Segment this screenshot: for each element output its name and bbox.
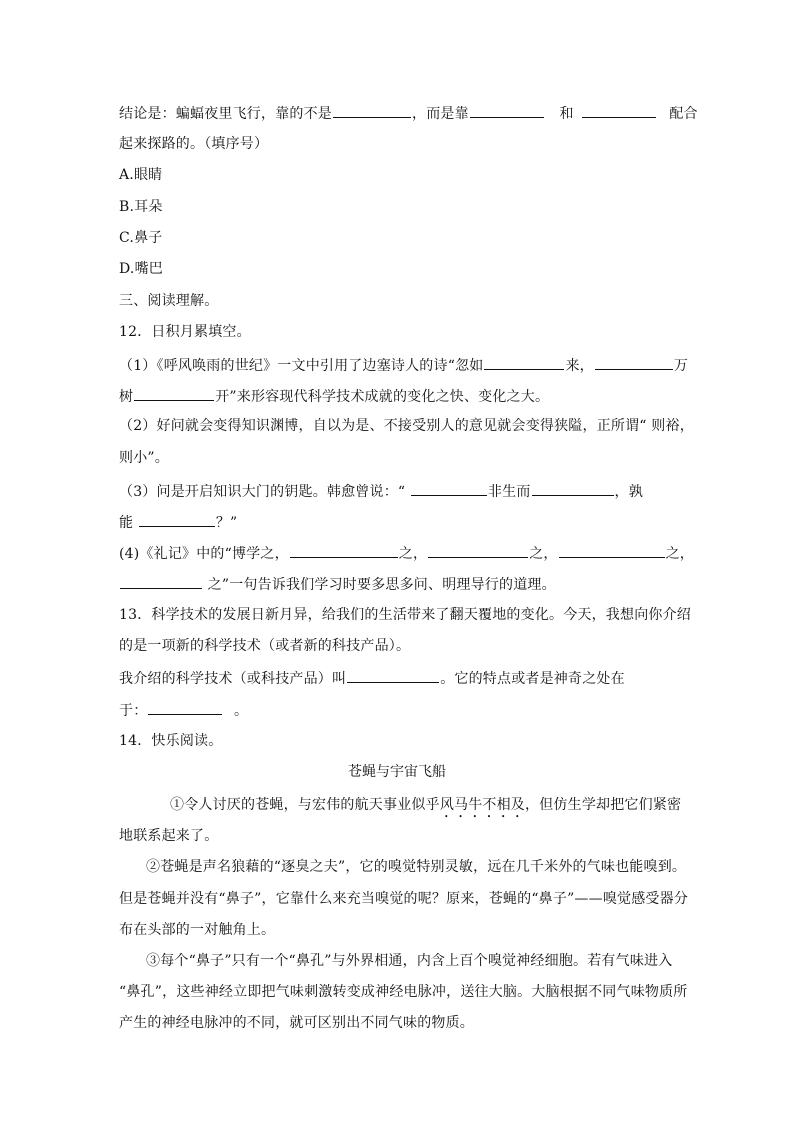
question-12-3-line-2 [119, 511, 237, 533]
text-segment: 。 [229, 703, 249, 719]
option-d: D.嘴巴 [119, 261, 163, 277]
answer-blank[interactable] [333, 102, 411, 118]
text-segment: 树 [119, 389, 134, 405]
text-segment: 配合 [664, 106, 698, 122]
text-segment: 和 [554, 106, 574, 122]
text-segment: 万 [673, 358, 689, 374]
text-segment: 能 [119, 515, 138, 531]
text-segment: (4)《礼记》中的“博学之， [119, 546, 289, 562]
paragraph-1-line [170, 795, 681, 821]
story-title: 苍蝇与宇宙飞船 [348, 764, 446, 780]
question-12-4-line-2 [119, 573, 556, 595]
conclusion-line-2: 起来探路的。（填序号） [119, 136, 269, 152]
answer-blank[interactable] [595, 354, 673, 370]
paragraph-2-line: ②苍蝇是声名狼藉的“逐臭之夫”，它的嗅觉特别灵敏，远在几千米外的气味也能嗅到。 [146, 859, 687, 875]
text-segment: ，孰 [614, 484, 643, 500]
text-segment: （3）问是开启知识大门的钥匙。韩愈曾说：“ [119, 484, 410, 500]
question-12-3-line [119, 480, 643, 502]
answer-blank[interactable] [139, 511, 215, 527]
answer-blank[interactable] [559, 542, 665, 558]
answer-blank[interactable] [532, 480, 614, 496]
answer-blank[interactable] [470, 102, 544, 118]
text-segment: （1）《呼风唤雨的世纪》一文中引用了边塞诗人的诗“忽如 [119, 358, 484, 374]
question-13-line-2: 的是一项新的科学技术（或者新的科技产品）。 [119, 638, 411, 654]
question-12-1-line [119, 354, 688, 376]
text-segment: 。它的特点或者是神奇之处在 [440, 671, 625, 687]
paragraph-1-line-2: 地联系起来了。 [119, 828, 219, 844]
question-12-4-line [119, 542, 694, 564]
text-segment: 开”来形容现代科学技术成就的变化之快、变化之大。 [215, 389, 550, 405]
question-12-2-line-2: 则小”。 [119, 450, 169, 466]
answer-blank[interactable] [120, 573, 202, 589]
text-segment: 我介绍的科学技术（或科技产品）叫 [119, 671, 347, 687]
text-segment: 之， [665, 546, 695, 562]
question-12-2-line: （2）好问就会变得知识渊博，自以为是、不接受别人的意见就会变得狭隘，正所谓“ 则裕， [119, 418, 694, 434]
answer-blank[interactable] [582, 102, 656, 118]
paragraph-2-line-3: 布在头部的一对触角上。 [119, 922, 276, 938]
answer-blank[interactable] [148, 699, 222, 715]
question-13-line: 13．科学技术的发展日新月异，给我们的生活带来了翻天覆地的变化。今天，我想向你介绍 [119, 607, 692, 623]
text-segment: 之， [398, 546, 428, 562]
question-12-heading: 12．日积月累填空。 [119, 324, 251, 340]
answer-blank[interactable] [347, 667, 439, 683]
text-segment: 结论是：蝙蝠夜里飞行，靠的不是 [119, 106, 332, 122]
text-segment: 来， [565, 358, 594, 374]
text-segment: ①令人讨厌的苍蝇，与宏伟的航天事业似乎 [170, 797, 440, 813]
section-heading: 三、阅读理解。 [119, 293, 219, 309]
text-segment: ，而是靠 [412, 106, 469, 122]
option-c: C.鼻子 [119, 230, 163, 246]
text-segment: 于： [119, 703, 148, 719]
option-b: B.耳朵 [119, 199, 163, 215]
text-segment: ？” [215, 515, 238, 531]
paragraph-3-line-3: 产生的神经电脉冲的不同，就可区别出不同气味的物质。 [119, 1015, 474, 1031]
paragraph-3-line: ③每个“鼻子”只有一个“鼻孔”与外界相通，内含上百个嗅觉神经细胞。若有气味进入 [146, 953, 673, 969]
paragraph-3-line-2: “鼻孔”，这些神经立即把气味刺激转变成神经电脉冲，送往大脑。大脑根据不同气味物质所 [119, 984, 688, 1000]
question-13-line-3 [119, 667, 625, 689]
text-segment: ，但仿生学却把它们紧密 [525, 797, 682, 813]
answer-blank[interactable] [411, 480, 487, 496]
question-13-line-4 [119, 699, 248, 721]
question-12-1-line-2 [119, 385, 549, 407]
option-a: A.眼睛 [119, 167, 163, 183]
text-segment: 非生而 [487, 484, 531, 500]
text-segment: 之， [529, 546, 558, 562]
answer-blank[interactable] [134, 385, 214, 401]
paragraph-2-line-2: 但是苍蝇并没有“鼻子”，它靠什么来充当嗅觉的呢？原来，苍蝇的“鼻子”——嗅觉感受器分 [119, 891, 689, 907]
answer-blank[interactable] [428, 542, 528, 558]
emphasized-phrase: 风马牛不相及 [439, 797, 526, 813]
question-14-heading: 14．快乐阅读。 [119, 733, 223, 749]
answer-blank[interactable] [290, 542, 398, 558]
text-segment: 之”一句告诉我们学习时要多思多问、明理导行的道理。 [203, 577, 556, 593]
conclusion-line [119, 102, 698, 124]
answer-blank[interactable] [484, 354, 564, 370]
